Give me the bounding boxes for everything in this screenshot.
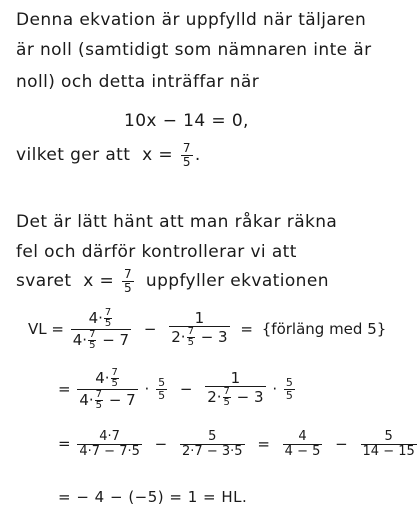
text-line-3: noll) och detta inträffar när <box>16 72 260 92</box>
dot: · <box>144 380 150 398</box>
text-line-4 <box>16 142 201 168</box>
x-equals: x = <box>83 271 115 292</box>
fraction-term-1 <box>77 368 137 411</box>
calc-row-3 <box>58 430 419 458</box>
uppfyller-ekvationen: uppfyller ekvationen <box>145 271 329 292</box>
period: . <box>194 145 201 166</box>
vl-label: VL = <box>28 320 64 338</box>
text-line-1: Denna ekvation är uppfylld när täljaren <box>16 10 367 30</box>
fraction-d: $\frac{5}{14 - 15}$ <box>362 429 415 459</box>
text-line-5: Det är lätt hänt att man råkar räkna <box>16 212 338 232</box>
minus-sign: − <box>154 434 168 453</box>
numerator: 7 <box>124 267 133 281</box>
fraction-7-5 <box>122 268 134 294</box>
equals-sign: = <box>240 320 253 338</box>
fraction-a: $\frac{4\cdot 7}{4\cdot 7 - 7\cdot 5}$ <box>79 429 140 459</box>
denominator: 5 <box>124 280 133 295</box>
fraction-term-1 <box>71 308 131 351</box>
equals-sign: = <box>257 434 270 453</box>
fraction-term-2 <box>169 308 229 349</box>
fraction-b: $\frac{5}{2\cdot 7 - 3\cdot 5}$ <box>182 429 243 459</box>
numerator: 7 <box>182 141 191 155</box>
dot: · <box>272 380 278 398</box>
equation-10x-14: 10x − 14 = 0, <box>124 111 249 131</box>
numerator: 1 <box>169 311 229 328</box>
denominator: 4· $\frac{7}{5}$ − 7 <box>72 329 130 351</box>
text-line-6: fel och därför kontrollerar vi att <box>16 242 297 262</box>
numerator: 4· $\frac{7}{5}$ <box>77 368 137 390</box>
vilket-ger-att: vilket ger att <box>16 145 131 166</box>
fraction-7-5 <box>181 142 193 168</box>
denominator: 5 <box>182 154 191 169</box>
equals-sign: = <box>58 434 71 453</box>
numerator: 4· $\frac{7}{5}$ <box>71 308 131 330</box>
svaret: svaret <box>16 271 72 292</box>
calc-final-row: = − 4 − (−5) = 1 = HL. <box>58 488 248 506</box>
text-line-7 <box>16 268 329 294</box>
fraction-5-5: $\frac{5}{5}$ <box>158 376 166 402</box>
calc-row-2 <box>58 368 297 411</box>
text-line-2: är noll (samtidigt som nämnaren inte är <box>16 40 372 60</box>
minus-sign: − <box>179 380 193 398</box>
fraction-5-5: $\frac{5}{5}$ <box>285 376 293 402</box>
denominator: 2· $\frac{7}{5}$ − 3 <box>207 386 264 409</box>
fraction-c: $\frac{4}{4 - 5}$ <box>284 429 321 459</box>
equals-sign: = <box>58 380 71 398</box>
denominator: 4· $\frac{7}{5}$ − 7 <box>79 389 136 411</box>
fraction-term-2 <box>205 368 265 409</box>
minus-sign: − <box>143 320 157 338</box>
comment-forlang: {förläng med 5} <box>261 320 387 338</box>
denominator: 2· $\frac{7}{5}$ − 3 <box>171 326 228 349</box>
calc-row-1 <box>28 308 386 351</box>
numerator: 1 <box>205 371 265 388</box>
x-equals: x = <box>142 145 173 166</box>
minus-sign: − <box>335 434 348 453</box>
